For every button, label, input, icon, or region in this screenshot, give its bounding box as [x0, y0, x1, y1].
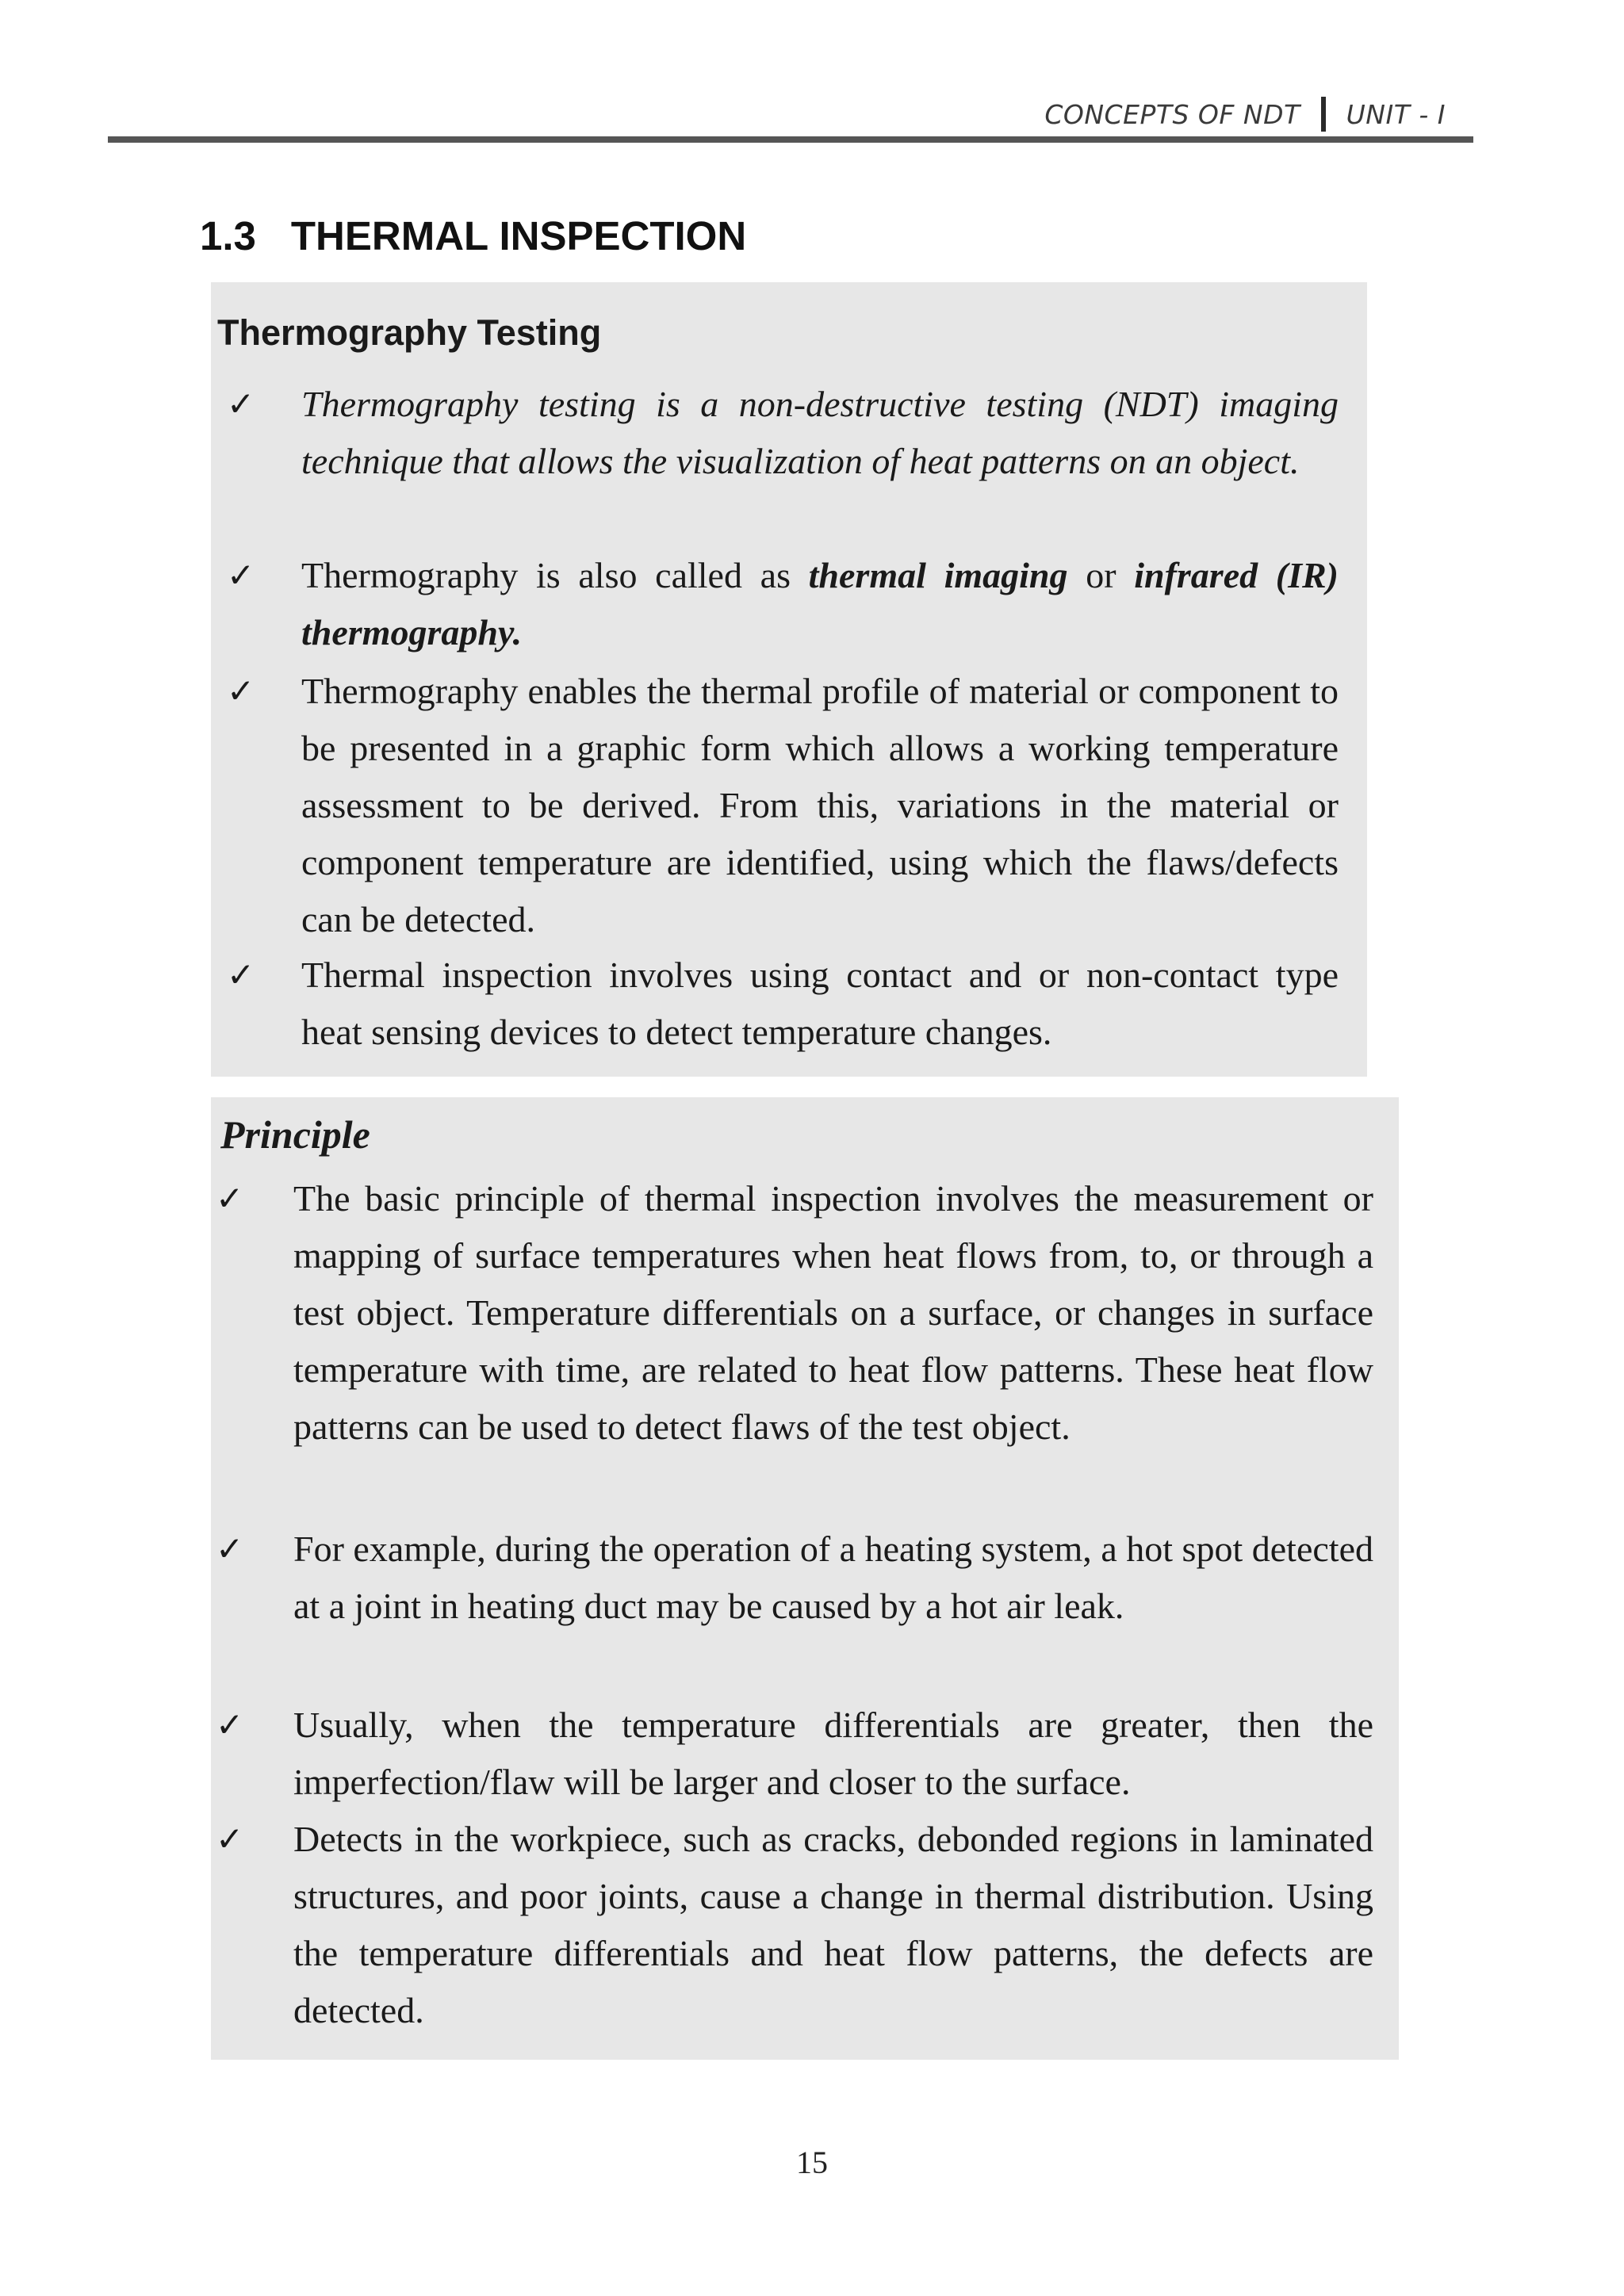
page-number: 15 — [796, 2145, 828, 2180]
check-icon: ✓ — [227, 955, 255, 994]
principle-heading: Principle — [220, 1112, 370, 1157]
check-icon: ✓ — [216, 1179, 244, 1218]
header-separator — [1321, 97, 1326, 132]
section-heading: THERMAL INSPECTION — [290, 213, 747, 258]
thermography-heading: Thermography Testing — [217, 312, 602, 353]
section-number: 1.3 — [200, 213, 256, 258]
bullet-text: Detects in the workpiece, such as cracks, debonded regions in laminated structures, and poor joints, cause a change in thermal distribution. Using the temperature differentials and heat flow patterns, the defects are detected. — [293, 1819, 1373, 2030]
check-icon: ✓ — [216, 1705, 244, 1744]
bullet-text: For example, during the operation of a heating system, a hot spot detected at a joint in heating duct may be caused by a hot air leak. — [293, 1529, 1373, 1626]
header-title: CONCEPTS OF NDT — [1044, 99, 1300, 130]
bullet-text: The basic principle of thermal inspection involves the measurement or mapping of surface temperatures when heat flows from, to, or through a test object. Temperature differentials on a surface, or changes in surface temperature with time, are related to heat flow patterns. These heat flow patterns can be used to detect flaws of the test object. — [293, 1178, 1373, 1447]
bullet-text: Thermal inspection involves using contact and or non-contact type heat sensing devices to detect temperature changes. — [301, 955, 1339, 1052]
running-header — [1044, 97, 1446, 132]
header-unit: UNIT - I — [1346, 99, 1446, 130]
bullet-text: Thermography enables the thermal profile of material or component to be presented in a graphic form which allows a working temperature assessment to be derived. From this, variations in the material or component temperature are identified, using which the flaws/defects can be detected. — [301, 671, 1339, 939]
check-icon: ✓ — [216, 1529, 244, 1568]
principle-box — [211, 1097, 1399, 2060]
check-icon: ✓ — [227, 556, 255, 595]
check-icon: ✓ — [227, 672, 255, 710]
bullet-text: Thermography is also called as thermal imaging or infrared (IR) thermography. — [301, 555, 1339, 652]
bullet-text: Thermography testing is a non-destructive testing (NDT) imaging technique that allows the visualization of heat patterns on an object. — [301, 384, 1339, 481]
thermography-testing-box — [211, 282, 1367, 1077]
check-icon: ✓ — [227, 385, 255, 423]
header-rule — [108, 136, 1473, 143]
check-icon: ✓ — [216, 1820, 244, 1858]
section-title — [200, 212, 746, 259]
bullet-text: Usually, when the temperature differentials are greater, then the imperfection/flaw will be larger and closer to the surface. — [293, 1705, 1373, 1802]
